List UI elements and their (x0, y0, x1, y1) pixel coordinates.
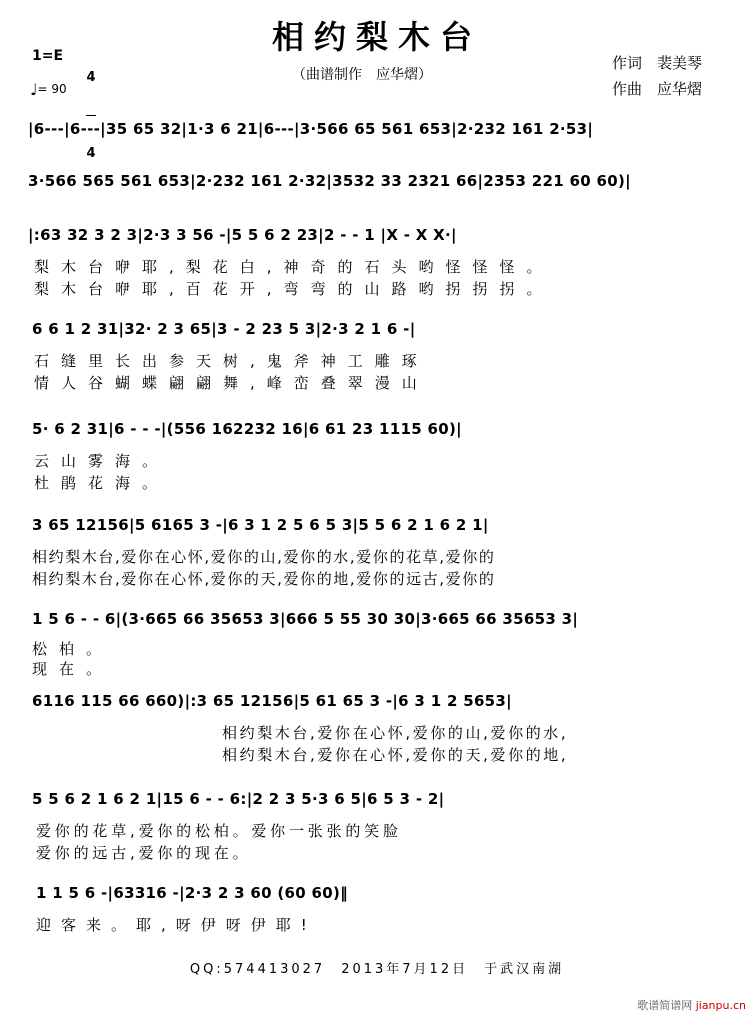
footer-note: QQ:574413027 2013年7月12日 于武汉南湖 (189, 962, 565, 977)
lyricist-credit: 作词 裴美琴 (612, 54, 703, 72)
quarter-note-icon: ♩ (30, 80, 38, 99)
lyric-line-6b: 相约梨木台,爱你在心怀,爱你的天,爱你的地,爱你的远古,爱你的 (32, 570, 496, 588)
notation-line-7: 1 5 6 - - 6|(3·665 66 35653 3|666 5 55 30 30|3·665 66 35653 3| (32, 610, 579, 628)
meter-divider (86, 115, 96, 116)
watermark-site-name: 歌谱简谱网 (637, 999, 693, 1012)
meter-bottom: 4 (86, 146, 96, 161)
lyric-line-8a: 相约梨木台,爱你在心怀,爱你的山,爱你的水, (222, 724, 569, 742)
meter-top: 4 (86, 70, 96, 85)
notation-line-10: 1 1 5 6 -|63316 -|2·3 2 3 60 (60 60)‖ (36, 884, 348, 902)
lyric-line-3b: 梨木台咿耶,百花开,弯弯的山路哟拐拐拐。 (34, 280, 554, 298)
notation-line-5: 5· 6 2 31|6 - - -|(556 162232 16|6 61 23 1115 60)| (32, 420, 462, 438)
score-title: 相约梨木台 (271, 18, 482, 56)
lyric-line-5b: 杜鹃花海。 (34, 474, 170, 492)
producer-credit: （曲谱制作 应华熠） (292, 67, 432, 83)
notation-line-6: 3 65 12156|5 6165 3 -|6 3 1 2 5 6 5 3|5 5 6 2 1 6 2 1| (32, 516, 489, 534)
notation-line-2: 3·566 565 561 653|2·232 161 2·32|3532 33 2321 66|2353 221 60 60)| (28, 172, 631, 190)
watermark (637, 997, 746, 1013)
lyric-line-9a: 爱你的花草,爱你的松柏。爱你一张张的笑脸 (36, 822, 402, 840)
key-signature: 1=E (32, 48, 64, 64)
lyric-line-3a: 梨木台咿耶,梨花白,神奇的石头哟怪怪怪。 (34, 258, 554, 276)
lyric-line-10: 迎客来。耶,呀伊呀伊耶! (36, 916, 317, 934)
notation-line-8: 6116 115 66 660)|:3 65 12156|5 61 65 3 -|6 3 1 2 5653| (32, 692, 512, 710)
lyric-line-4a: 石缝里长出参天树,鬼斧神工雕琢 (34, 352, 429, 370)
notation-line-9: 5 5 6 2 1 6 2 1|15 6 - - 6:|2 2 3 5·3 6 5|6 5 3 - 2| (32, 790, 445, 808)
notation-line-4: 6 6 1 2 31|32· 2 3 65|3 - 2 23 5 3|2·3 2 1 6 -| (32, 320, 416, 338)
time-signature (86, 40, 96, 176)
composer-credit: 作曲 应华熠 (612, 80, 703, 98)
lyric-line-6a: 相约梨木台,爱你在心怀,爱你的山,爱你的水,爱你的花草,爱你的 (32, 548, 496, 566)
lyric-line-5a: 云山雾海。 (34, 452, 170, 470)
lyric-line-7b: 现在。 (32, 660, 114, 678)
notation-line-1: |6---|6---|35 65 32|1·3 6 21|6---|3·566 65 561 653|2·232 161 2·53| (28, 120, 594, 138)
tempo-value: = 90 (37, 82, 67, 96)
notation-line-3: |:63 32 3 2 3|2·3 3 56 -|5 5 6 2 23|2 - - 1 |X - X X·| (28, 226, 457, 244)
lyric-line-7a: 松柏。 (32, 640, 114, 658)
lyric-line-9b: 爱你的远古,爱你的现在。 (36, 844, 252, 862)
lyric-line-8b: 相约梨木台,爱你在心怀,爱你的天,爱你的地, (222, 746, 569, 764)
tempo-mark (30, 80, 67, 99)
lyric-line-4b: 情人谷蝴蝶翩翩舞,峰峦叠翠漫山 (34, 374, 429, 392)
watermark-url: jianpu.cn (695, 999, 746, 1012)
